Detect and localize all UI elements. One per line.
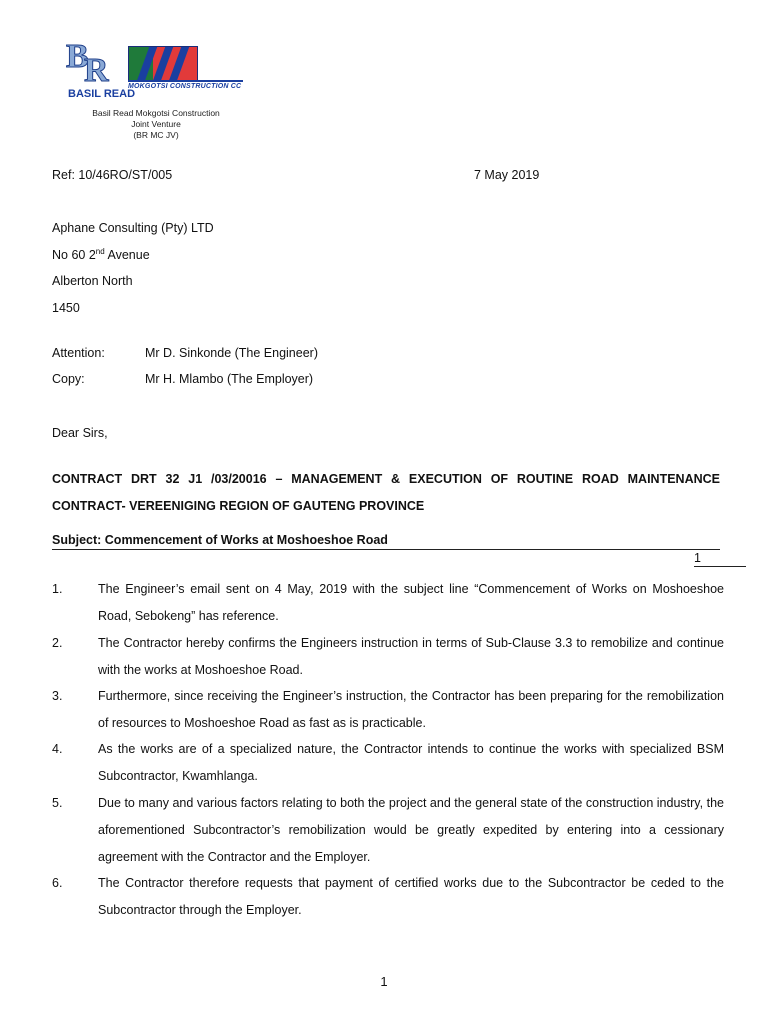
page-number: 1 [380, 974, 388, 989]
item-text: As the works are of a specialized nature, the Contractor intends to continue the works with specialized BSM Subcontractor, Kwamhlanga. [98, 742, 724, 783]
subject-line: Subject: Commencement of Works at Moshoeshoe Road [52, 533, 720, 550]
subject-page-marker: 1 [694, 550, 746, 567]
item-number: 5. [52, 796, 63, 810]
attention-value: Mr D. Sinkonde (The Engineer) [145, 346, 318, 360]
item-number: 6. [52, 876, 63, 890]
jv-line-3: (BR MC JV) [133, 130, 179, 140]
logo-letter-b: B [66, 38, 89, 75]
item-text: The Engineer’s email sent on 4 May, 2019 with the subject line “Commencement of Works on Moshoeshoe Road, Sebokeng” has reference. [98, 582, 724, 623]
jv-line-2: Joint Venture [131, 119, 181, 129]
company-logo [66, 38, 266, 142]
item-text: The Contractor hereby confirms the Engineers instruction in terms of Sub-Clause 3.3 to remobilize and continue with the works at Moshoeshoe Road. [98, 636, 724, 677]
letter-date: 7 May 2019 [474, 168, 540, 182]
item-number: 4. [52, 742, 63, 756]
item-text: Furthermore, since receiving the Engineer’s instruction, the Contractor has been preparing for the remobilization of resources to Moshoeshoe Road as fast as is practicable. [98, 689, 724, 730]
recipient-company: Aphane Consulting (Pty) LTD [52, 221, 214, 235]
item-text: Due to many and various factors relating to both the project and the general state of the construction industry, the aforementioned Subcontractor’s remobilization would be greatly expedited by entering into a cessionary agreement with the Contractor and the Employer. [98, 796, 724, 864]
br-monogram [66, 38, 126, 89]
mokgotsi-brand-text: MOKGOTSI CONSTRUCTION CC [128, 80, 243, 90]
attention-label: Attention: [52, 346, 105, 360]
recipient-street: No 60 2nd Avenue [52, 246, 150, 262]
copy-label: Copy: [52, 372, 85, 386]
recipient-postal-code: 1450 [52, 301, 80, 315]
salutation: Dear Sirs, [52, 426, 108, 440]
item-number: 2. [52, 636, 63, 650]
item-text: The Contractor therefore requests that payment of certified works due to the Subcontractor be ceded to the Subcontractor through the Employer. [98, 876, 724, 917]
jv-line-1: Basil Read Mokgotsi Construction [92, 108, 220, 118]
jv-caption [86, 108, 226, 141]
contract-heading: CONTRACT DRT 32 J1 /03/20016 – MANAGEMENT & EXECUTION OF ROUTINE ROAD MAINTENANCE CONTRACT- VEREENIGING REGION OF GAUTENG PROVINCE [52, 472, 720, 513]
mokgotsi-flag-logo [128, 46, 198, 82]
item-number: 1. [52, 582, 63, 596]
basil-read-text: BASIL READ [68, 88, 136, 100]
item-number: 3. [52, 689, 63, 703]
recipient-suburb: Alberton North [52, 274, 133, 288]
reference-number: Ref: 10/46RO/ST/005 [52, 168, 173, 182]
logo-letter-r: R [84, 52, 109, 89]
copy-value: Mr H. Mlambo (The Employer) [145, 372, 314, 386]
